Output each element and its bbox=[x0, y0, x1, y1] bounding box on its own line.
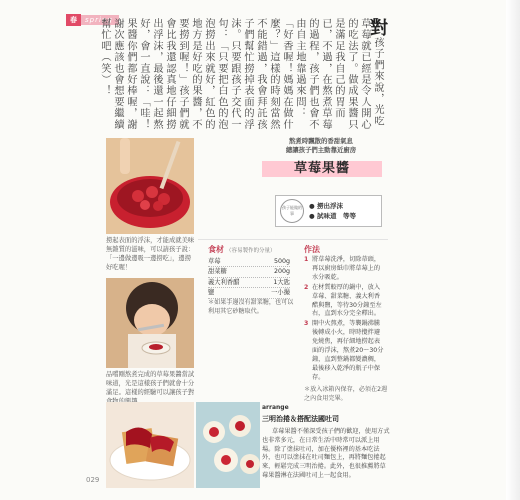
subtitle-line-1: 熬煮時飄散的香甜氣息 bbox=[289, 137, 353, 145]
ingredients-list bbox=[208, 257, 290, 299]
ingredient-row: 甜菜糖 200g bbox=[208, 267, 290, 277]
photo-french-toast bbox=[106, 402, 194, 488]
tips-list bbox=[309, 201, 356, 221]
photo-child-tasting bbox=[106, 278, 194, 368]
method-step: 2 在材質較厚的鍋中，放入草莓、甜菜糖、義大利香醋與鹽，等待30分鐘至左右，直到水分完全釋出。 bbox=[304, 283, 382, 318]
section-divider bbox=[198, 239, 388, 240]
arrange-title: 三明治捲＆搭配法國吐司 bbox=[262, 415, 339, 423]
page-number: 029 bbox=[86, 476, 100, 484]
arrange-label: arrange bbox=[262, 404, 289, 411]
ingredients-footnote: ＊如果手邊沒有甜菜糖，也可以利用其它砂糖取代。 bbox=[208, 299, 294, 315]
kids-tips-box bbox=[275, 195, 382, 227]
season-box: 春 bbox=[66, 14, 81, 26]
recipe-subtitle bbox=[256, 137, 386, 155]
ingredient-row: 草莓 500g bbox=[208, 257, 290, 267]
kids-badge-icon: 孩子能做的事 bbox=[280, 199, 304, 223]
intro-lead-char: 對 bbox=[367, 18, 388, 37]
method-steps bbox=[304, 256, 386, 384]
method-footnote: ＊放入冰箱內保存，必須在2週之內食用完畢。 bbox=[304, 386, 388, 402]
method-step: 1 將草莓洗淨，切除蒂頭，再以廚房紙巾將草莓上的水分吸乾。 bbox=[304, 256, 381, 281]
intro-text bbox=[99, 18, 388, 130]
photo-sandwich-rolls bbox=[196, 402, 260, 488]
season-word: spring bbox=[81, 15, 119, 25]
caption-skimming: 撈起表面的浮沫，才能成就美味無雜質的滋味，可以請孩子說：「一邊做邊吸一邊撈吃」，邊撈好吃喔！ bbox=[106, 237, 195, 271]
arrange-text: 草莓果醬不僅深受孩子們的歡迎，使用方式也非常多元，在日常生活中時常可以派上用場。除了塗抹吐司，加在優格裡的基本吃法外，也可以塗抹在吐司麵包上，再將麵包捲起來，輕鬆完成三明治捲。此外，也很推薦將草莓果醬淋在法國吐司上一起食用。 bbox=[262, 428, 390, 479]
subtitle-line-2: 總讓孩子們主動靠近廚房 bbox=[285, 146, 357, 154]
tip-item: ● 撈出浮沫 bbox=[309, 202, 343, 210]
intro-body: 孩子們來說，光吃草莓就已經是令人開心的吃法了。做成果醬只是滿足我自己的胃而已，不過，在熬煮草莓的過程，孩子們也會不由自主地靠過來問：「好香喔！媽媽在做什麼？」這樣的時刻當然不能錯過，我會拜託孩子們幫忙撈掉表面的浮沫。只要跟孩子交代一句：「只要把白色的泡泡撈出來就好，紅色的地方是好吃的果醬，不要撈到喔！」孩子們就會比我還認真地仔細撈出浮沫，最後還一起熬好，會一直說：「哇！果醬你們都好棒喔，謝謝次應該也會想要繼續幫忙吧（笑）！ bbox=[99, 18, 383, 130]
caption-tasting: 品嚐剛熬煮完成的草莓果醬當試味道，光是這樣孩子們就會十分滿足。這樣的經驗可以讓孩子對 bbox=[106, 371, 195, 396]
method-step: 3 開中火熬煮，等襲鍋沸騰後轉成小火，時時攪拌避免燒焦，再仔細地撈起表面的浮沫，熬煮20～30分鐘，直到整鍋都變濃稠，最後移入乾淨的瓶子中保存。 bbox=[304, 320, 384, 381]
photo-jam-pot bbox=[106, 138, 194, 234]
ingredient-row: 義大利香醋 1大匙 bbox=[208, 278, 290, 288]
page-edge bbox=[506, 0, 520, 500]
ingredient-row: 鹽 一小撮 bbox=[208, 288, 290, 298]
method-heading: 作法 bbox=[304, 245, 320, 254]
ingredients-heading: 食材 （容易製作的分量） bbox=[208, 245, 276, 254]
tip-item: ● 試味道 等等 bbox=[309, 212, 356, 220]
recipe-title: 草莓果醬 bbox=[262, 161, 382, 177]
